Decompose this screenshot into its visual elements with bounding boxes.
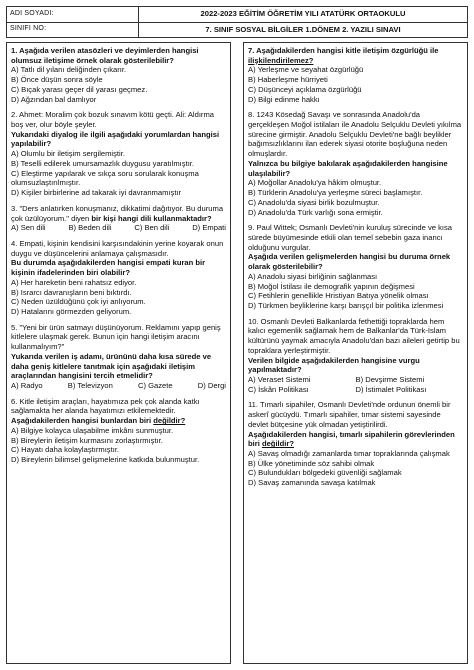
option-d: D) Ağzından bal damlıyor [11, 94, 97, 104]
question-3 [11, 204, 226, 233]
option-a: A) Her hareketin beni rahatsız ediyor. [11, 277, 137, 287]
options-row [11, 223, 226, 233]
school-title: 2022-2023 EĞİTİM ÖĞRETİM YILI ATATÜRK ORTAOKULU [139, 7, 467, 23]
option-a: A) Veraset Sistemi [248, 375, 311, 384]
option-c: C) Anadolu'da siyasi birlik bozulmuştur. [248, 197, 380, 207]
option-d: D) Anadolu'da Türk varlığı sona ermiştir. [248, 207, 383, 217]
option-d: D) Hatalarını görmezden geliyorum. [11, 306, 132, 316]
exam-title [139, 7, 467, 37]
question-stem: Bu durumda aşağıdakilerden hangisi empati kuran bir kişinin ifadelerinden biri olabilir? [11, 258, 206, 278]
question-9 [248, 223, 463, 310]
option-b: B) Teselli edilerek umursamazlık duygusu yaratılmıştır. [11, 158, 195, 168]
option-b: B) Moğol İstilası ile demografik yapının değişmesi [248, 281, 415, 291]
name-field-label: ADI SOYADI: [7, 7, 138, 23]
option-b: B) Beden dili [68, 223, 112, 233]
options-grid [248, 375, 463, 394]
option-c: C) Neden üzüldüğünü çok iyi anlıyorum. [11, 297, 146, 307]
stem-emphasis: değildir? [261, 439, 294, 449]
question-2 [11, 110, 226, 197]
option-d: D) Türkmen beyliklerine karşı barışçıl bir politika izlenmesi [248, 300, 444, 310]
left-column [6, 42, 231, 664]
option-a: A) Moğollar Anadolu'ya hâkim olmuştur. [248, 178, 382, 188]
option-c: C) Gazete [137, 381, 173, 390]
question-quote: 3. "Ders anlatırken konuşmanız, dikkatimi dağıtıyor. Bu duruma çok üzülüyorum." diyen [11, 203, 224, 223]
class-field-label: SINIFI NO: [10, 25, 47, 33]
option-b: B) Televizyon [67, 381, 113, 390]
option-d: D) Bireylerin bilimsel gelişmelerine katkıda bulunmuştur. [11, 455, 200, 465]
option-d: D) Bilgi edinme hakkı [248, 94, 320, 104]
option-b: B) Türklerin Anadolu'ya yerleşme süreci başlamıştır. [248, 188, 423, 198]
option-d: D) Empati [192, 223, 226, 233]
stem-text: 7. Aşağıdakilerden hangisi kitle iletişim özgürlüğü ile [248, 46, 439, 55]
option-a: A) Sen dili [11, 223, 46, 233]
question-8 [248, 110, 463, 217]
question-stem: bir kişi hangi dili kullanmaktadır? [91, 213, 212, 223]
question-stem: 1. Aşağıda verilen atasözleri ve deyimlerden hangisi olumsuz iletişime örnek olarak gösterilebilir? [11, 46, 199, 65]
question-4 [11, 239, 226, 317]
stem-text: Aşağıdakilerden hangisi, tımarlı sipahilerin görevlerinden biri [248, 429, 455, 449]
option-c: C) Hayatı daha kolaylaştırmıştır. [11, 445, 120, 455]
option-a: A) Tatlı dil yılanı deliğinden çıkarır. [11, 65, 127, 75]
option-a: A) Savaş olmadığı zamanlarda tımar topraklarında çalışmak [248, 449, 450, 459]
option-c: C) Bıçak yarası geçer dil yarası geçmez. [11, 84, 148, 94]
option-b: B) Devşirme Sistemi [355, 375, 425, 384]
option-a: A) Anadolu siyasi birliğinin sağlanması [248, 271, 378, 281]
option-b: B) Israrcı davranışların beni bıktırdı. [11, 287, 132, 297]
option-b: B) Ülke yönetiminde söz sahibi olmak [248, 458, 375, 468]
question-1 [11, 46, 226, 104]
question-7 [248, 46, 463, 104]
question-stem: Aşağıda verilen gelişmelerden hangisi bu duruma örnek olarak gösterilebilir? [248, 252, 451, 272]
question-11 [248, 400, 463, 487]
question-5 [11, 323, 226, 391]
question-text: 11. Tımarlı sipahiler, Osmanlı Devleti'nde ordunun önemli bir askerî gücüydü. Tımarlı sipahiler, tımar sistemi sayesinde devlet bütçesine yük olmadan yetiştirilirdi. [248, 400, 451, 429]
options-row [11, 381, 226, 391]
option-b: B) Önce düşün sonra söyle [11, 75, 103, 85]
option-c: C) Eleştirme yapılarak ve sıkça soru sorularak konuşma olumsuzlaştırılmıştır. [11, 168, 199, 188]
option-c: C) Fetihlerin genellikle Hristiyan Batıya yönelik olması [248, 291, 429, 301]
question-stem: Yalnızca bu bilgiye bakılarak aşağıdakilerden hangisine ulaşılabilir? [248, 158, 448, 178]
option-d: D) Savaş zamanında savaşa katılmak [248, 478, 376, 488]
option-b: B) Haberleşme hürriyeti [248, 75, 328, 85]
stem-text: Aşağıdakilerden hangisi bunlardan biri [11, 416, 154, 426]
option-a: A) Yerleşme ve seyahat özgürlüğü [248, 65, 364, 75]
option-d: D) Dergi [197, 381, 226, 390]
exam-header [6, 6, 468, 38]
option-b: B) Bireylerin iletişim kurmasını zorlaştırmıştır. [11, 435, 163, 445]
option-c: C) İskân Politikası [248, 384, 309, 394]
question-stem: Yukarıda verilen iş adamı, ürününü daha kısa sürede ve daha geniş kitlelere tanıtmak için aşağıdaki iletişim araçlarından hangisini tercih etmelidir? [11, 351, 212, 381]
option-c: C) Ben dili [134, 223, 170, 233]
option-d: D) İstimalet Politikası [355, 384, 427, 394]
student-info [7, 7, 139, 37]
question-stem: Verilen bilgide aşağıdakilerden hangisine vurgu yapılmaktadır? [248, 355, 420, 375]
question-stem: Yukarıdaki diyalog ile ilgili aşağıdaki yorumlardan hangisi yapılabilir? [11, 129, 220, 149]
question-text: 9. Paul Wittek; Osmanlı Devleti'nin kuruluş sürecinde ve kısa sürede büyümesinde etkili olan temel sebebin gaza inancı olduğunu vurgular. [248, 223, 453, 252]
question-text: 2. Ahmet: Moralim çok bozuk sınavım kötü geçti. Ali: Aldırma boş ver, olur böyle şeyler. [11, 110, 215, 130]
stem-emphasis: ilişkilendirilemez? [248, 55, 314, 65]
question-text: 10. Osmanlı Devleti Balkanlarda fethettiği topraklarda hem kalıcı egemenlik sağlamak hem de Balkanlar'da Türk-İslam kültürünü yaymak amacıyla Anadolu'dan bazı aileleri getirtip bu topraklara yerleştirmiştir. [248, 316, 460, 355]
exam-subtitle: 7. SINIF SOSYAL BİLGİLER 1.DÖNEM 2. YAZILI SINAVI [205, 24, 401, 34]
question-stem [248, 430, 463, 449]
option-c: C) Düşünceyi açıklama özgürlüğü [248, 84, 362, 94]
option-a: A) Bilgiye kolayca ulaşabilme imkânı sunmuştur. [11, 425, 174, 435]
question-text: 8. 1243 Kösedağ Savaşı ve sonrasında Anadolu'da gerçekleşen Moğol istilaları ile Anadolu Selçuklu Devleti yıkılma sürecine girmiştir. Anadolu Selçuklu Devleti'ne bağlı beylikler bağımsızlıklarını ilan ederek siyasi otorite boşluğuna neden olmuşlardır. [248, 110, 462, 159]
question-6 [11, 397, 226, 465]
question-text [11, 204, 226, 223]
right-column [243, 42, 468, 664]
option-a: A) Olumlu bir iletişim sergilemiştir. [11, 149, 125, 159]
question-text: 4. Empati, kişinin kendisini karşısındakinin yerine koyarak onun duygu ve düşüncelerini anlamaya çalışmasıdır. [11, 238, 224, 258]
question-stem [248, 46, 463, 65]
stem-emphasis: değildir? [153, 416, 186, 426]
option-a: A) Radyo [11, 381, 43, 390]
question-10 [248, 317, 463, 395]
option-d: D) Kişiler birbirlerine ad takarak iyi davranmamıştır [11, 188, 182, 198]
question-text: 5. "Yeni bir ürün satmayı düşünüyorum. Reklamını yapıp geniş kitlelere ulaşmak gerek. Bunun için hangi iletişim aracını kullanmalıyım?" [11, 322, 221, 352]
question-stem [11, 416, 226, 426]
option-c: C) Bulundukları bölgedeki güvenliği sağlamak [248, 468, 402, 478]
question-text: 6. Kitle iletişim araçları, hayatımıza pek çok alanda katkı sağlamakta her alanda hayatımızı etkilemektedir. [11, 396, 200, 416]
